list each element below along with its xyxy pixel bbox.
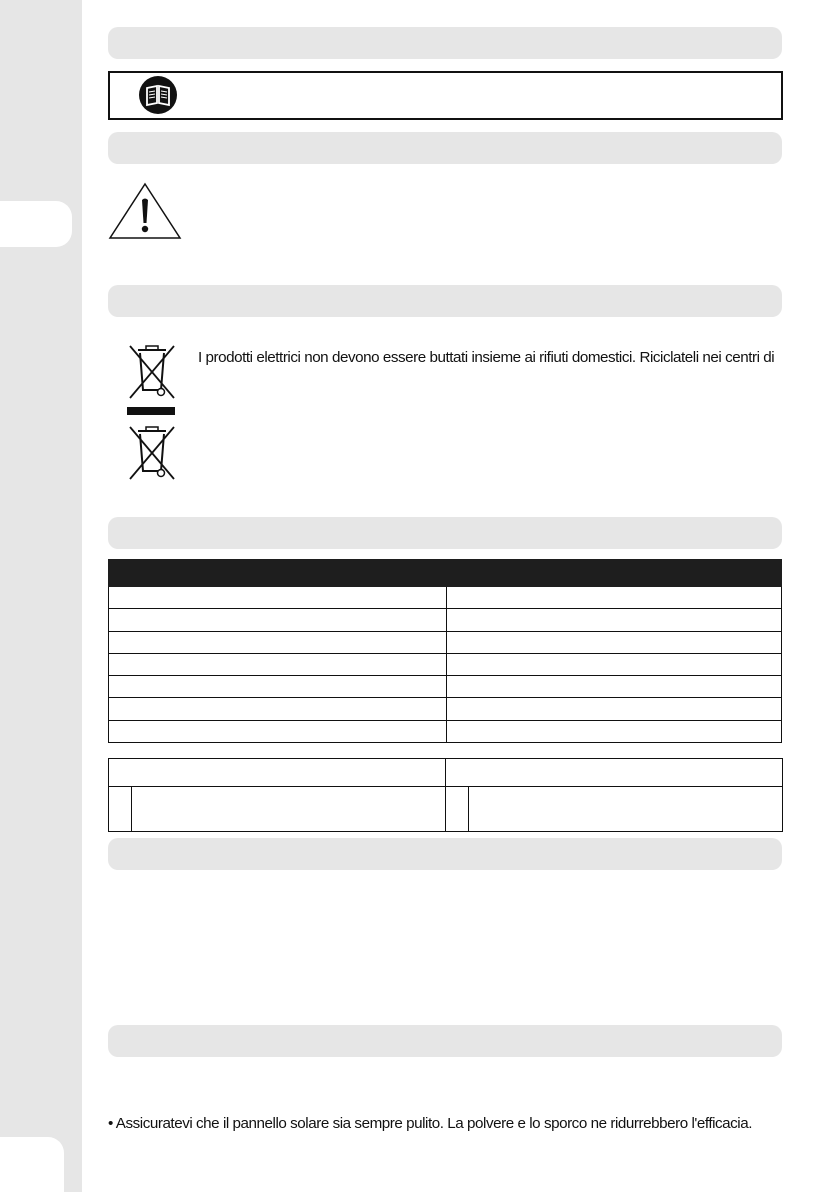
table-cell [109, 720, 447, 742]
page-side-strip [0, 0, 82, 1192]
section-bar-disposal [108, 285, 782, 317]
page-number-tab [0, 1137, 64, 1192]
table-row [109, 631, 782, 653]
table-row [109, 720, 782, 742]
crossed-bin-icon-2 [124, 423, 180, 488]
maintenance-tip: • Assicuratevi che il pannello solare sia sempre pulito. La polvere e lo sporco ne ridurrebbero l'efficacia. [108, 1115, 752, 1132]
specs-table [108, 587, 782, 743]
box-divider [445, 759, 446, 831]
table-row [109, 587, 782, 609]
read-manual-icon [138, 75, 178, 120]
box-divider [109, 786, 782, 787]
section-bar-installation [108, 838, 782, 870]
specs-table-header [108, 559, 782, 587]
warning-triangle-icon [107, 181, 183, 246]
specs-secondary-box [108, 758, 783, 832]
table-cell [447, 698, 782, 720]
table-cell [447, 631, 782, 653]
table-cell [447, 587, 782, 609]
table-row [109, 609, 782, 631]
table-cell [447, 676, 782, 698]
table-cell [109, 653, 447, 675]
table-cell [109, 631, 447, 653]
table-cell [447, 720, 782, 742]
section-bar-specs [108, 517, 782, 549]
table-cell [447, 609, 782, 631]
section-bar-safety [108, 132, 782, 164]
crossed-bin-icon [124, 342, 180, 407]
box-divider [468, 786, 469, 831]
bin-divider-bar [127, 407, 175, 415]
table-cell [109, 676, 447, 698]
table-cell [109, 587, 447, 609]
table-cell [109, 698, 447, 720]
table-row [109, 698, 782, 720]
table-row [109, 676, 782, 698]
language-tab [0, 201, 72, 247]
table-cell [447, 653, 782, 675]
manual-notice-box [108, 71, 783, 120]
box-divider [131, 786, 132, 831]
table-cell [109, 609, 447, 631]
table-row [109, 653, 782, 675]
disposal-text: I prodotti elettrici non devono essere buttati insieme ai rifiuti domestici. Riciclateli nei centri di [198, 349, 775, 366]
section-bar-manual [108, 27, 782, 59]
section-bar-maintenance [108, 1025, 782, 1057]
